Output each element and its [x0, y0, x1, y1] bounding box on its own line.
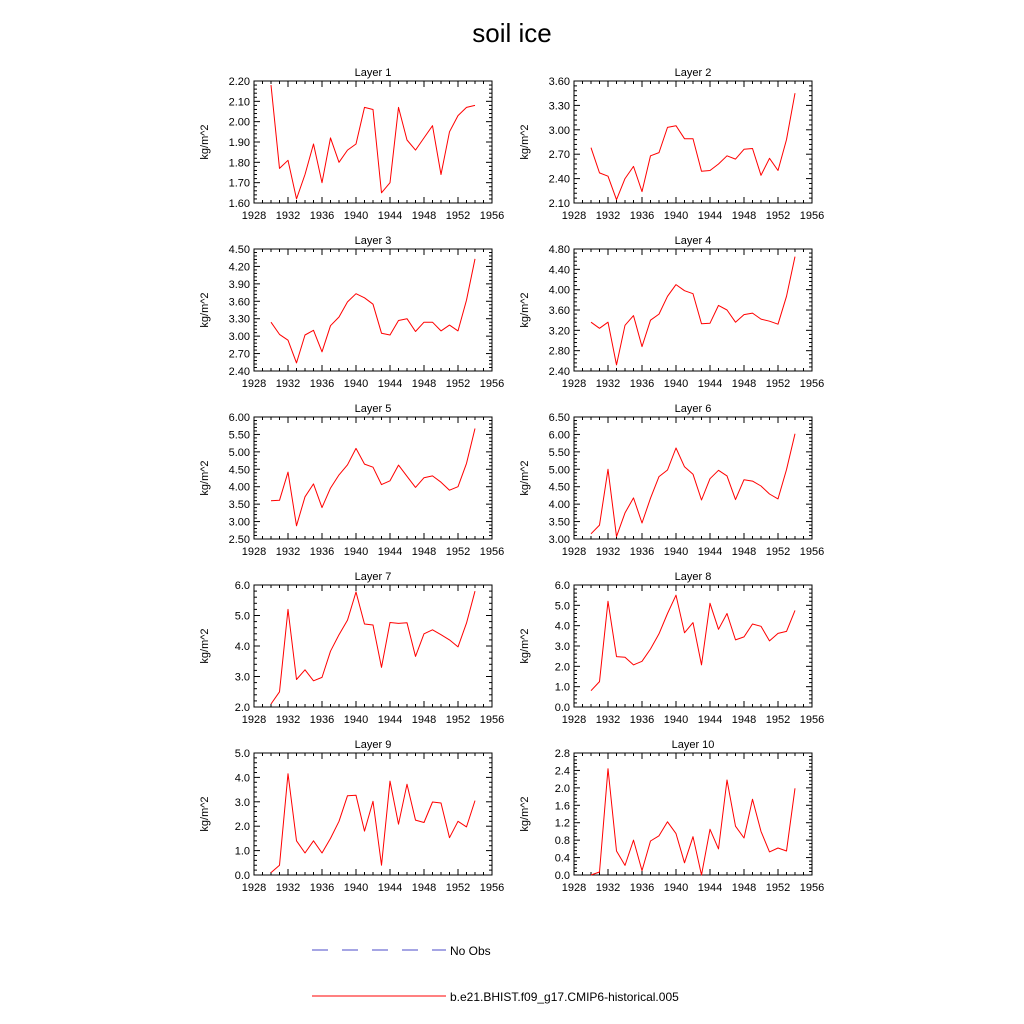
y-tick-label: 2.40 — [228, 366, 250, 378]
legend — [312, 944, 679, 1004]
y-tick-label: 2.20 — [228, 76, 250, 88]
y-tick-label: 3.50 — [548, 516, 570, 529]
y-axis-label: kg/m^2 — [519, 292, 531, 328]
x-tick-label: 1952 — [765, 546, 791, 558]
x-tick-label: 1932 — [595, 882, 621, 894]
legend-item-no-obs — [312, 944, 491, 958]
y-tick-label: 4.00 — [548, 284, 570, 297]
panel-title: Layer 3 — [354, 235, 392, 247]
y-tick-label: 1.70 — [228, 177, 250, 190]
y-tick-label: 2.10 — [548, 198, 570, 210]
panel-title: Layer 4 — [674, 235, 712, 247]
y-tick-label: 0.4 — [554, 852, 570, 865]
x-tick-label: 1928 — [241, 882, 267, 894]
series-line-model — [591, 257, 795, 365]
panel-layer-4 — [519, 235, 824, 390]
x-tick-label: 1940 — [663, 714, 689, 726]
x-tick-label: 1956 — [479, 546, 505, 558]
x-tick-label: 1952 — [445, 714, 471, 726]
panel-title: Layer 5 — [354, 403, 392, 415]
y-tick-label: 3.60 — [548, 305, 570, 317]
x-tick-label: 1928 — [561, 882, 587, 894]
x-tick-label: 1928 — [561, 714, 587, 726]
y-tick-label: 3.90 — [228, 278, 250, 291]
x-tick-label: 1940 — [343, 882, 369, 894]
y-tick-label: 2.0 — [554, 661, 570, 674]
y-tick-label: 3.0 — [234, 796, 250, 809]
y-tick-label: 3.00 — [548, 534, 570, 546]
y-tick-label: 6.0 — [554, 580, 570, 592]
y-tick-label: 4.00 — [228, 481, 250, 494]
x-tick-label: 1952 — [445, 882, 471, 894]
y-tick-label: 3.60 — [228, 296, 250, 309]
x-tick-label: 1952 — [445, 210, 471, 222]
y-tick-label: 5.0 — [554, 600, 570, 613]
x-tick-label: 1932 — [595, 210, 621, 222]
y-tick-label: 4.50 — [548, 481, 570, 494]
x-tick-label: 1956 — [479, 210, 505, 222]
x-tick-label: 1928 — [561, 378, 587, 390]
x-tick-label: 1956 — [479, 882, 505, 894]
y-tick-label: 0.8 — [554, 835, 570, 848]
y-tick-label: 4.50 — [228, 464, 250, 477]
panel-layer-6 — [519, 403, 824, 558]
y-axis-label: kg/m^2 — [199, 628, 211, 664]
panel-layer-5 — [199, 403, 504, 558]
x-tick-label: 1928 — [241, 210, 267, 222]
x-tick-label: 1928 — [241, 714, 267, 726]
y-tick-label: 0.0 — [554, 702, 570, 714]
y-tick-label: 0.0 — [234, 870, 250, 882]
x-tick-label: 1948 — [411, 210, 437, 222]
figure-title: soil ice — [472, 18, 552, 48]
x-tick-label: 1928 — [241, 546, 267, 558]
y-tick-label: 2.0 — [554, 782, 570, 795]
y-tick-label: 6.50 — [548, 412, 570, 424]
plot-frame — [574, 417, 812, 539]
series-line-model — [271, 429, 475, 526]
x-tick-label: 1940 — [343, 378, 369, 390]
x-tick-label: 1948 — [411, 714, 437, 726]
x-tick-label: 1944 — [697, 882, 723, 894]
x-tick-label: 1956 — [799, 882, 825, 894]
x-tick-label: 1944 — [377, 882, 403, 894]
x-tick-label: 1948 — [731, 546, 757, 558]
x-tick-label: 1932 — [275, 378, 301, 390]
x-tick-label: 1944 — [697, 378, 723, 390]
x-tick-label: 1948 — [731, 210, 757, 222]
plot-frame — [574, 753, 812, 875]
x-tick-label: 1944 — [697, 714, 723, 726]
panel-layer-1 — [199, 67, 504, 222]
y-tick-label: 2.0 — [234, 702, 250, 714]
x-tick-label: 1956 — [799, 378, 825, 390]
legend-label-model: b.e21.BHIST.f09_g17.CMIP6-historical.005 — [450, 990, 679, 1004]
panel-layer-7 — [199, 571, 504, 726]
x-tick-label: 1936 — [629, 378, 655, 390]
y-tick-label: 2.50 — [228, 534, 250, 546]
x-tick-label: 1936 — [629, 546, 655, 558]
panel-title: Layer 7 — [354, 571, 392, 583]
y-tick-label: 1.60 — [228, 198, 250, 210]
y-tick-label: 1.6 — [554, 800, 570, 813]
series-line-model — [591, 93, 795, 200]
y-tick-label: 3.00 — [548, 124, 570, 137]
x-tick-label: 1952 — [765, 210, 791, 222]
y-tick-label: 5.00 — [548, 464, 570, 477]
panel-layer-3 — [199, 235, 504, 390]
panels — [199, 67, 824, 894]
y-tick-label: 0.0 — [554, 870, 570, 882]
x-tick-label: 1944 — [377, 546, 403, 558]
x-tick-label: 1940 — [663, 378, 689, 390]
y-axis-label: kg/m^2 — [519, 796, 531, 832]
y-axis-label: kg/m^2 — [199, 292, 211, 328]
x-tick-label: 1932 — [275, 882, 301, 894]
x-tick-label: 1944 — [377, 714, 403, 726]
x-tick-label: 1936 — [309, 378, 335, 390]
y-tick-label: 2.0 — [234, 821, 250, 834]
y-tick-label: 2.8 — [554, 748, 570, 760]
x-tick-label: 1932 — [595, 546, 621, 558]
y-tick-label: 3.0 — [234, 671, 250, 684]
y-tick-label: 6.00 — [228, 412, 250, 424]
x-tick-label: 1948 — [731, 378, 757, 390]
series-line-model — [271, 259, 475, 363]
panel-title: Layer 2 — [674, 67, 712, 79]
y-tick-label: 5.00 — [228, 446, 250, 459]
plot-frame — [574, 585, 812, 707]
x-tick-label: 1932 — [275, 210, 301, 222]
x-tick-label: 1952 — [765, 882, 791, 894]
y-tick-label: 4.00 — [548, 499, 570, 512]
series-line-model — [591, 769, 795, 875]
panel-title: Layer 10 — [671, 739, 715, 751]
x-tick-label: 1956 — [799, 210, 825, 222]
x-tick-label: 1944 — [697, 546, 723, 558]
x-tick-label: 1936 — [309, 210, 335, 222]
x-tick-label: 1948 — [731, 882, 757, 894]
y-tick-label: 5.50 — [548, 446, 570, 459]
x-tick-label: 1944 — [377, 210, 403, 222]
x-tick-label: 1944 — [377, 378, 403, 390]
series-line-model — [591, 434, 795, 537]
y-tick-label: 3.20 — [548, 325, 570, 338]
plot-frame — [254, 417, 492, 539]
series-line-model — [271, 85, 475, 199]
x-tick-label: 1948 — [411, 546, 437, 558]
y-tick-label: 3.0 — [554, 641, 570, 653]
panel-title: Layer 1 — [354, 67, 392, 79]
x-tick-label: 1940 — [663, 882, 689, 894]
y-tick-label: 3.60 — [548, 76, 570, 88]
series-line-model — [271, 591, 475, 704]
y-tick-label: 1.2 — [554, 817, 570, 830]
x-tick-label: 1956 — [799, 714, 825, 726]
x-tick-label: 1952 — [765, 714, 791, 726]
plot-frame — [254, 81, 492, 203]
x-tick-label: 1944 — [697, 210, 723, 222]
y-tick-label: 3.00 — [228, 516, 250, 529]
y-tick-label: 2.70 — [228, 348, 250, 361]
y-axis-label: kg/m^2 — [519, 124, 531, 160]
y-tick-label: 2.80 — [548, 345, 570, 358]
x-tick-label: 1932 — [595, 378, 621, 390]
x-tick-label: 1936 — [629, 714, 655, 726]
x-tick-label: 1936 — [309, 546, 335, 558]
x-tick-label: 1948 — [411, 378, 437, 390]
y-axis-label: kg/m^2 — [519, 628, 531, 664]
x-tick-label: 1932 — [275, 546, 301, 558]
x-tick-label: 1936 — [629, 882, 655, 894]
x-tick-label: 1936 — [629, 210, 655, 222]
panel-title: Layer 8 — [674, 571, 712, 583]
x-tick-label: 1940 — [343, 546, 369, 558]
x-tick-label: 1940 — [343, 714, 369, 726]
y-tick-label: 4.40 — [548, 264, 570, 277]
x-tick-label: 1940 — [663, 546, 689, 558]
series-line-model — [271, 774, 475, 873]
y-tick-label: 3.00 — [228, 331, 250, 344]
y-tick-label: 2.4 — [554, 765, 570, 778]
y-tick-label: 2.00 — [228, 116, 250, 129]
panel-layer-10 — [519, 739, 824, 894]
panel-layer-8 — [519, 571, 824, 726]
y-tick-label: 5.0 — [234, 610, 250, 623]
y-tick-label: 2.40 — [548, 173, 570, 186]
y-tick-label: 1.0 — [234, 845, 250, 858]
y-axis-label: kg/m^2 — [199, 796, 211, 832]
x-tick-label: 1952 — [445, 378, 471, 390]
legend-label-no-obs: No Obs — [450, 944, 491, 958]
y-tick-label: 4.50 — [228, 244, 250, 256]
y-tick-label: 3.30 — [548, 100, 570, 113]
plot-frame — [254, 753, 492, 875]
plot-frame — [574, 249, 812, 371]
x-tick-label: 1936 — [309, 714, 335, 726]
series-line-model — [591, 595, 795, 691]
y-tick-label: 4.80 — [548, 244, 570, 256]
x-tick-label: 1940 — [663, 210, 689, 222]
y-tick-label: 4.20 — [228, 261, 250, 274]
x-tick-label: 1952 — [765, 378, 791, 390]
y-tick-label: 1.0 — [554, 681, 570, 694]
x-tick-label: 1952 — [445, 546, 471, 558]
y-axis-label: kg/m^2 — [199, 124, 211, 160]
y-tick-label: 4.0 — [554, 620, 570, 633]
x-tick-label: 1948 — [411, 882, 437, 894]
x-tick-label: 1940 — [343, 210, 369, 222]
x-tick-label: 1932 — [275, 714, 301, 726]
y-tick-label: 1.80 — [228, 157, 250, 170]
panel-layer-9 — [199, 739, 504, 894]
x-tick-label: 1936 — [309, 882, 335, 894]
y-tick-label: 6.0 — [234, 580, 250, 592]
x-tick-label: 1928 — [561, 546, 587, 558]
panel-title: Layer 6 — [674, 403, 712, 415]
y-tick-label: 3.30 — [228, 313, 250, 326]
x-tick-label: 1956 — [479, 714, 505, 726]
y-tick-label: 3.50 — [228, 499, 250, 512]
y-tick-label: 6.00 — [548, 429, 570, 442]
panel-title: Layer 9 — [354, 739, 392, 751]
panel-layer-2 — [519, 67, 824, 222]
y-tick-label: 4.0 — [234, 641, 250, 653]
y-tick-label: 2.10 — [228, 96, 250, 109]
y-tick-label: 2.40 — [548, 366, 570, 378]
x-tick-label: 1948 — [731, 714, 757, 726]
y-tick-label: 1.90 — [228, 137, 250, 149]
y-axis-label: kg/m^2 — [199, 460, 211, 496]
y-tick-label: 2.70 — [548, 149, 570, 162]
x-tick-label: 1956 — [479, 378, 505, 390]
x-tick-label: 1928 — [241, 378, 267, 390]
legend-item-model — [312, 990, 679, 1004]
y-tick-label: 5.0 — [234, 748, 250, 760]
plot-frame — [574, 81, 812, 203]
plot-frame — [254, 249, 492, 371]
y-tick-label: 5.50 — [228, 429, 250, 442]
y-axis-label: kg/m^2 — [519, 460, 531, 496]
y-tick-label: 4.0 — [234, 772, 250, 785]
x-tick-label: 1928 — [561, 210, 587, 222]
x-tick-label: 1932 — [595, 714, 621, 726]
x-tick-label: 1956 — [799, 546, 825, 558]
